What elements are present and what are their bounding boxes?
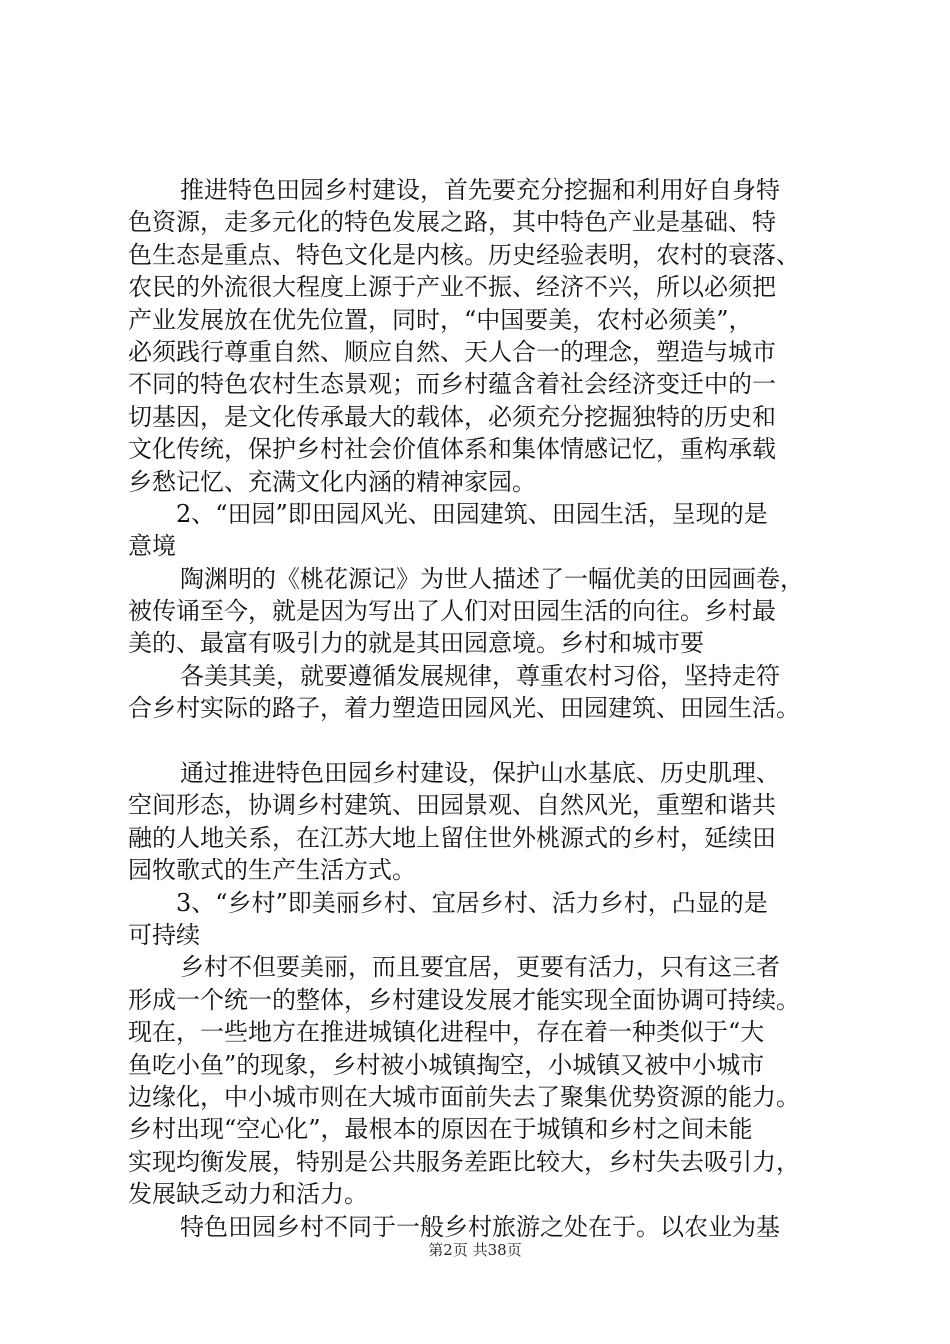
text-line: 现在，一些地方在推进城镇化进程中，存在着一种类似于“大 [128,1018,765,1047]
section-heading: 3、“乡村”即美丽乡村、宜居乡村、活力乡村，凸显的是 [176,888,768,917]
text-line: 被传诵至今，就是因为写出了人们对田园生活的向往。乡村最 [128,597,776,626]
text-line: 形成一个统一的整体，乡村建设发展才能实现全面协调可持续。 [128,985,800,1014]
text-line: 产业发展放在优先位置，同时，“中国要美，农村必须美”， [128,305,753,334]
text-line: 陶渊明的《桃花源记》为世人描述了一幅优美的田园画卷， [180,564,804,593]
text-line: 鱼吃小鱼”的现象，乡村被小城镇掏空，小城镇又被中小城市 [128,1050,765,1079]
text-line: 实现均衡发展，特别是公共服务差距比较大，乡村失去吸引力， [128,1147,800,1176]
text-line: 发展缺乏动力和活力。 [128,1180,368,1209]
section-heading: 2、“田园”即田园风光、田园建筑、田园生活，呈现的是 [176,499,768,528]
text-line: 色资源，走多元化的特色发展之路，其中特色产业是基础、特 [128,208,776,237]
blank-line [128,725,848,757]
text-line: 乡村不但要美丽，而且要宜居，更要有活力，只有这三者 [180,953,780,982]
text-line: 通过推进特色田园乡村建设，保护山水基底、历史肌理、 [180,759,780,788]
section-heading-cont: 意境 [128,532,176,561]
text-line: 色生态是重点、特色文化是内核。历史经验表明，农村的衰落、 [128,240,800,269]
text-line: 推进特色田园乡村建设，首先要充分挖掘和利用好自身特 [180,176,780,204]
document-body [128,174,848,1243]
text-line: 各美其美，就要遵循发展规律，尊重农村习俗，坚持走符 [180,661,780,690]
text-line: 园牧歌式的生产生活方式。 [128,856,416,885]
text-line: 边缘化，中小城市则在大城市面前失去了聚集优势资源的能力。 [128,1082,800,1111]
text-line: 特色田园乡村不同于一般乡村旅游之处在于。以农业为基 [180,1212,780,1241]
text-line: 乡村出现“空心化”，最根本的原因在于城镇和乡村之间未能 [128,1115,753,1144]
text-line: 农民的外流很大程度上源于产业不振、经济不兴，所以必须把 [128,273,776,302]
text-line: 合乡村实际的路子，着力塑造田园风光、田园建筑、田园生活。 [128,694,800,723]
text-line: 不同的特色农村生态景观；而乡村蕴含着社会经济变迁中的一 [128,370,776,399]
section-heading-cont: 可持续 [128,920,200,949]
text-line: 空间形态，协调乡村建筑、田园景观、自然风光，重塑和谐共 [128,791,776,820]
text-line: 美的、最富有吸引力的就是其田园意境。乡村和城市要 [128,629,704,658]
text-line: 必须践行尊重自然、顺应自然、天人合一的理念，塑造与城市 [128,337,776,366]
text-line: 切基因，是文化传承最大的载体，必须充分挖掘独特的历史和 [128,402,776,431]
text-line: 融的人地关系，在江苏大地上留住世外桃源式的乡村，延续田 [128,823,776,852]
page-footer: 第2页 共38页 [428,1241,522,1259]
text-line: 文化传统，保护乡村社会价值体系和集体情感记忆，重构承载 [128,435,776,464]
text-line: 乡愁记忆、充满文化内涵的精神家园。 [128,467,536,496]
